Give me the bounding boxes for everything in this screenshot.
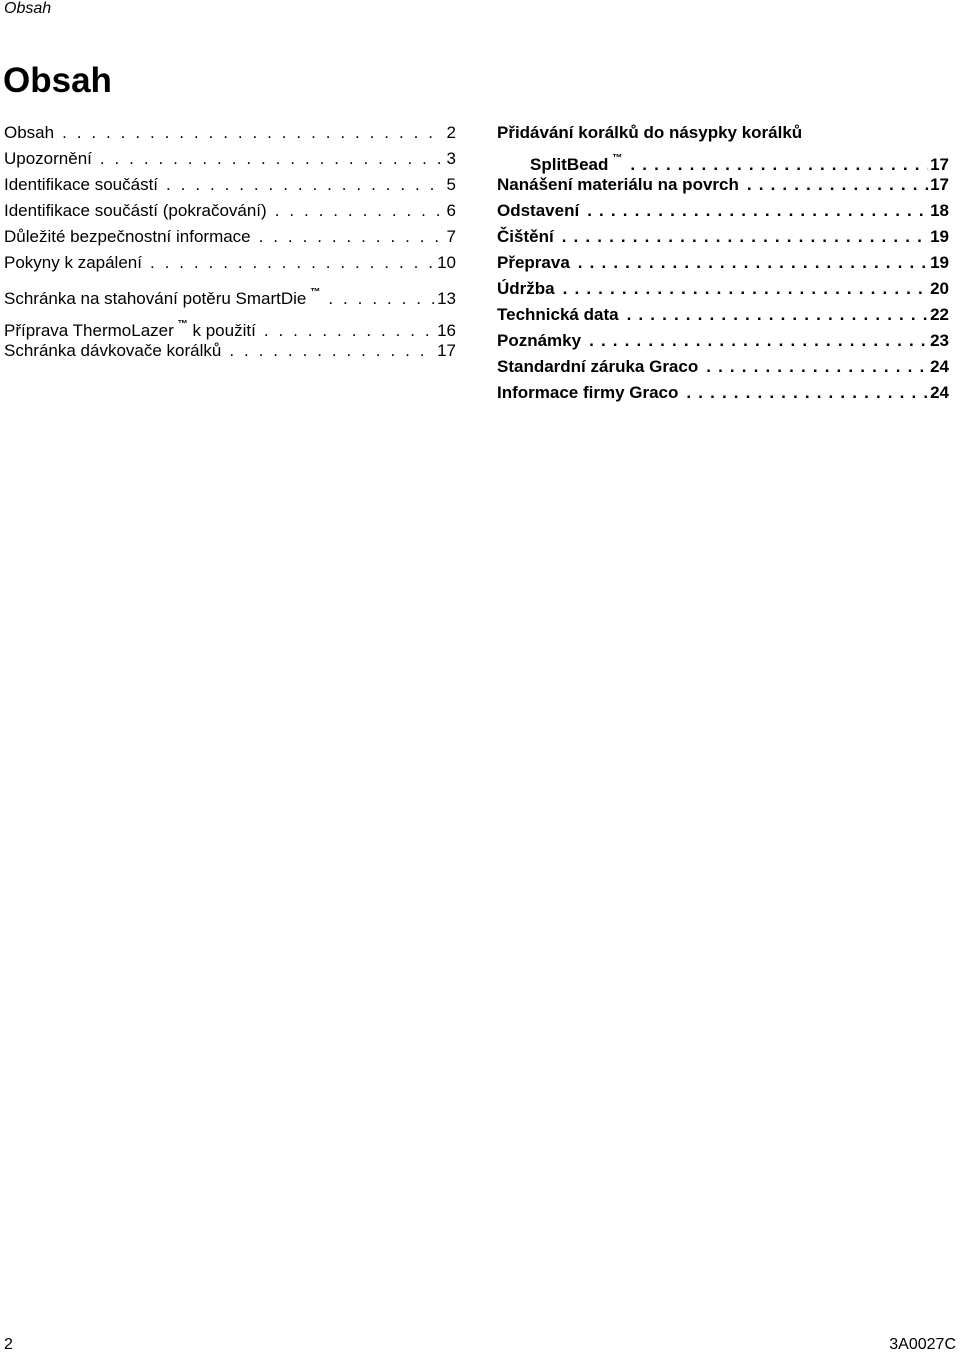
toc-label: Nanášení materiálu na povrch <box>497 175 739 194</box>
toc-leader-dots <box>62 120 444 146</box>
toc-label: Pokyny k zapálení <box>4 253 142 272</box>
toc-label: Odstavení <box>497 201 580 220</box>
toc-entry-obsah[interactable] <box>4 120 456 146</box>
toc-label: Technická data <box>497 305 619 324</box>
toc-entry-poznamky[interactable] <box>497 328 949 354</box>
toc-leader-dots <box>589 328 928 354</box>
toc-label: Poznámky <box>497 331 582 350</box>
toc-label: Údržba <box>497 279 555 298</box>
toc-page-number: 6 <box>446 201 456 220</box>
toc-page-number: 17 <box>437 341 456 360</box>
toc-page-number: 23 <box>930 331 949 350</box>
toc-label: Standardní záruka Graco <box>497 357 699 376</box>
toc-page-number: 7 <box>446 227 456 246</box>
toc-leader-dots <box>563 276 928 302</box>
toc-leader-dots <box>686 380 928 406</box>
toc-entry-pokyny-k-zapaleni[interactable] <box>4 250 456 276</box>
toc-page-number: 17 <box>930 155 949 174</box>
toc-leader-dots <box>578 250 928 276</box>
toc-entry-upozorneni[interactable] <box>4 146 456 172</box>
toc-leader-dots <box>166 172 444 198</box>
toc-page-number: 24 <box>930 383 949 402</box>
toc-entry-technicka-data[interactable] <box>497 302 949 328</box>
toc-entry-bezpecnostni-informace[interactable] <box>4 224 456 250</box>
trademark-mark: ™ <box>310 287 321 298</box>
toc-entry-identifikace-soucasti-pokracovani[interactable] <box>4 198 456 224</box>
running-header: Obsah <box>4 0 52 17</box>
toc-entry-preprava[interactable] <box>497 250 949 276</box>
toc-label: Přeprava <box>497 253 570 272</box>
toc-entry-odstaveni[interactable] <box>497 198 949 224</box>
toc-entry-standardni-zaruka[interactable] <box>497 354 949 380</box>
toc-label: Obsah <box>4 123 55 142</box>
trademark-mark: ™ <box>177 319 188 330</box>
toc-leader-dots <box>706 354 928 380</box>
toc-label-text: SplitBead <box>530 155 609 174</box>
toc-page-number: 18 <box>930 201 949 220</box>
toc-page-number: 17 <box>930 175 949 194</box>
toc-page-number: 22 <box>930 305 949 324</box>
toc-label-line2-row <box>497 146 949 172</box>
toc-entry-identifikace-soucasti[interactable] <box>4 172 456 198</box>
toc-label: Identifikace součástí (pokračování) <box>4 201 267 220</box>
toc-right-column <box>497 120 949 406</box>
toc-page-number: 24 <box>930 357 949 376</box>
toc-entry-informace-graco[interactable] <box>497 380 949 406</box>
toc-label-text: Schránka na stahování potěru SmartDie <box>4 289 307 308</box>
toc-label: Schránka dávkovače korálků <box>4 341 222 360</box>
toc-page-number: 3 <box>446 149 456 168</box>
toc-page-number: 19 <box>930 253 949 272</box>
toc-label-text: k použití <box>192 321 256 340</box>
toc-label: Identifikace součástí <box>4 175 159 194</box>
toc-leader-dots <box>100 146 444 172</box>
toc-entry-nanaseni-materialu[interactable] <box>497 172 949 198</box>
toc-page-number: 16 <box>437 321 456 340</box>
toc-leader-dots <box>229 338 435 364</box>
toc-page-number: 19 <box>930 227 949 246</box>
toc-leader-dots <box>627 302 929 328</box>
toc-entry-cisteni[interactable] <box>497 224 949 250</box>
toc-entry-priprava-thermolazer[interactable] <box>4 312 456 338</box>
toc-page-number: 10 <box>437 253 456 272</box>
toc-page-number: 2 <box>446 123 456 142</box>
toc-leader-dots <box>562 224 928 250</box>
toc-leader-dots <box>275 198 444 224</box>
toc-label: Čištění <box>497 227 554 246</box>
toc-page-number: 20 <box>930 279 949 298</box>
toc-label: Důležité bezpečnostní informace <box>4 227 251 246</box>
toc-leader-dots <box>587 198 928 224</box>
trademark-mark: ™ <box>612 153 623 164</box>
toc-label: Informace firmy Graco <box>497 383 679 402</box>
toc-leader-dots <box>747 172 928 198</box>
toc-leader-dots <box>328 286 435 312</box>
toc-page-number: 5 <box>446 175 456 194</box>
toc-entry-schranka-davkovace[interactable] <box>4 338 456 364</box>
toc-entry-schranka-smartdie[interactable] <box>4 280 456 306</box>
toc-label-text: Příprava ThermoLazer <box>4 321 174 340</box>
toc-entry-pridavani-koralku[interactable] <box>497 120 949 172</box>
toc-entry-udrzba[interactable] <box>497 276 949 302</box>
document-code: 3A0027C <box>889 1336 956 1353</box>
page-number: 2 <box>4 1336 13 1353</box>
toc-label <box>4 280 320 312</box>
toc-leader-dots <box>259 224 444 250</box>
toc-leader-dots <box>150 250 435 276</box>
toc-page-number: 13 <box>437 289 456 308</box>
toc-label: Upozornění <box>4 149 92 168</box>
toc-label-line1: Přidávání korálků do násypky korálků <box>497 123 803 142</box>
page-title: Obsah <box>3 61 112 100</box>
toc-left-column <box>4 120 456 364</box>
